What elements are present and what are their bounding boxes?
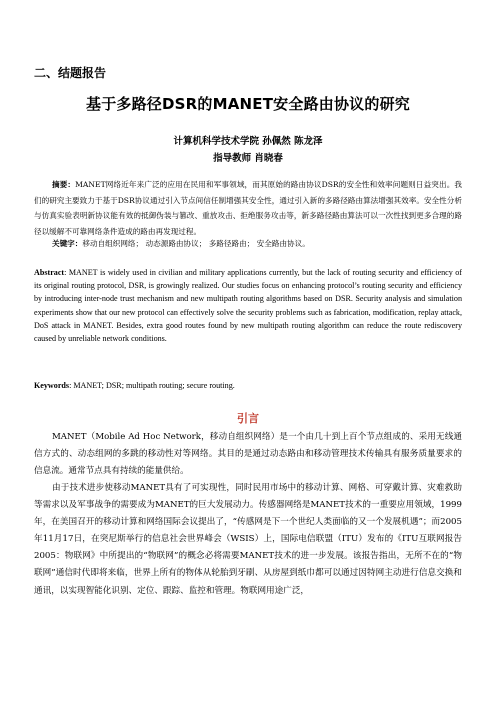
intro-paragraph-2: 由于技术进步使移动MANET具有了可实现性，同时民用市场中的移动计算、网格、可穿戴计算、灾难救助等需求以及军事战争的需要成为MANET的巨大发展动力。传感器网络是MANET技术的一重要应用领域，1999年，在美国召开的移动计算和网络国际会议提出了，“传感网是下一个世纪人类面临的又一个发展机遇”；而2005年11月17日，在突尼斯举行的信息社会世界峰会（WSIS）上，国际电信联盟（ITU）发布的《ITU互联网报告2005：物联网》中所提出的“物联网”的概念必将需要MANET技术的进一步发展。该报告指出，无所不在的“物联网”通信时代即将来临，世界上所有的物体从轮胎到牙刷、从房屋到纸巾都可以通过因特网主动进行信息交换和通讯，以实现智能化识别、定位、跟踪、监控和管理。物联网用途广泛，	[34, 483, 462, 596]
english-abstract	[34, 266, 462, 345]
chinese-keywords	[34, 237, 462, 251]
chinese-abstract-label: 摘要：	[52, 180, 76, 189]
english-keywords-label: Keywords	[34, 381, 70, 390]
paper-title: 基于多路径DSR的MANET安全路由协议的研究	[86, 95, 410, 113]
intro-paragraph-1: MANET（Mobile Ad Hoc Network，移动自组织网络）是一个由几十到上百个节点组成的、采用无线通信方式的、动态组网的多跳的移动性对等网络。其目的是通过动态路由和移动管理技术传输具有服务质量要求的信息流。通常节点具有持续的能量供给。	[34, 432, 462, 477]
english-keywords	[34, 379, 462, 392]
english-abstract-text: : MANET is widely used in civilian and military applications currently, but the lack of routing security and efficiency of its original routing protocol, DSR, is growingly realized. Our studies focus on enhancing protocol’s routing security and efficiency by introducing inter-node trust mechanism and new multipath routing algorithms based on DSR. Security analysis and simulation experiments show that our new protocol can effectively solve the security problems such as fabrication, modification, replay attack, DoS attack in MANET. Besides, extra good routes found by new multipath routing algorithm can reduce the route rediscovery caused by unreliable network conditions.	[34, 268, 462, 344]
english-abstract-label: Abstract	[34, 268, 65, 277]
authors-line: 计算机科学技术学院 孙佩然 陈龙泽	[173, 136, 323, 147]
chinese-abstract	[34, 177, 462, 239]
section-heading: 二、结题报告	[34, 66, 107, 80]
chinese-keywords-label: 关键字：	[52, 239, 83, 248]
english-keywords-text: : MANET; DSR; multipath routing; secure routing.	[69, 381, 235, 390]
introduction-heading: 引言	[237, 412, 259, 425]
chinese-abstract-text: MANET网络近年来广泛的应用在民用和军事领域，而其原始的路由协议DSR的安全性和效率问题则日益突出。我们的研究主要致力于基于DSR协议通过引入节点间信任制增强其安全性，通过引入新的多路径路由算法增强其效率。安全性分析与仿真实验表明新协议能有效的抵御伪装与篡改、重放攻击、拒绝服务攻击等，新多路径路由算法可以一次性找到更多合理的路径以缓解不可靠网络条件造成的路由再发现过程。	[34, 180, 463, 236]
chinese-keywords-text: 移动自组织网络； 动态源路由协议； 多路径路由； 安全路由协议。	[82, 239, 310, 248]
advisor-line: 指导教师 肖晓春	[213, 153, 283, 164]
